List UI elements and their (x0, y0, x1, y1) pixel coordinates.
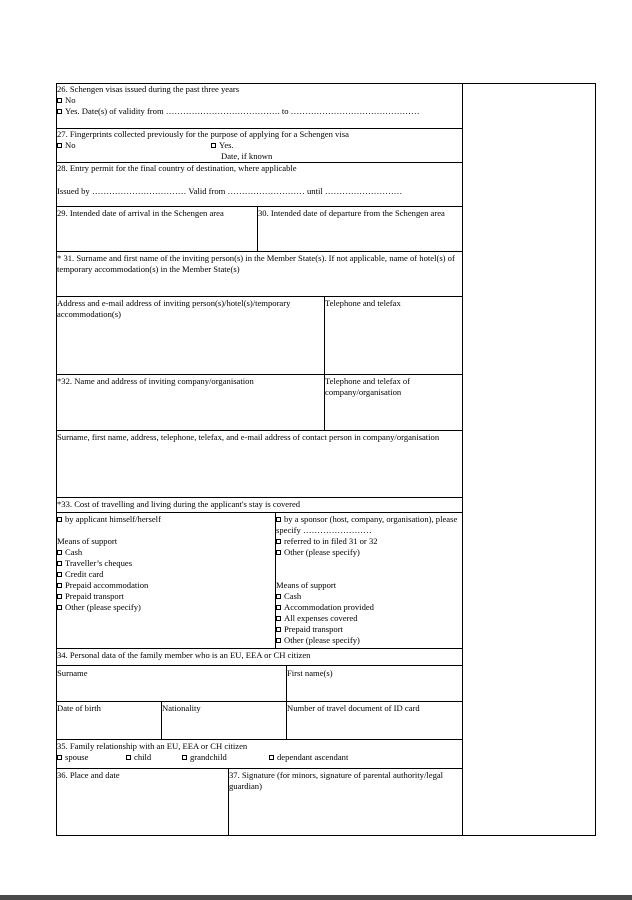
checkbox-icon[interactable] (269, 755, 274, 760)
field-26-label: 26. Schengen visas issued during the past three years (57, 84, 240, 94)
field-34-first-name-label: First name(s) (287, 668, 333, 678)
field-32-contact-label: Surname, first name, address, telephone, telefax, and e-mail address of contact person in company/organisation (57, 432, 440, 442)
field-26-no-option[interactable]: No (57, 95, 76, 106)
sponsor-other-option[interactable]: Other (please specify) (276, 547, 360, 558)
field-34-surname-label: Surname (57, 668, 88, 678)
checkbox-icon[interactable] (182, 755, 187, 760)
field-26-yes-option[interactable]: Yes. Date(s) of validity from …………………………………. to ……………………………………… (57, 106, 420, 117)
field-37-label: 37. Signature (for minors, signature of parental authority/legal guardian) (229, 770, 444, 791)
field-32-phone-label: Telephone and telefax of company/organisation (325, 376, 411, 397)
field-30-label: 30. Intended date of departure from the Schengen area (258, 208, 445, 218)
rule (56, 512, 463, 513)
checkbox-icon[interactable] (276, 517, 281, 522)
field-27-date-label: Date, if known (221, 151, 273, 161)
rule (56, 206, 463, 207)
rule (56, 296, 463, 297)
checkbox-icon[interactable] (276, 539, 281, 544)
checkbox-icon[interactable] (57, 98, 62, 103)
field-34-document-label: Number of travel document of ID card (287, 703, 420, 713)
rule (56, 835, 596, 836)
field-31-address-label: Address and e-mail address of inviting person(s)/hotel(s)/temporary accommodation(s) (57, 298, 291, 319)
field-36-label: 36. Place and date (57, 770, 120, 780)
field-27-no-option[interactable]: No (57, 140, 76, 151)
checkbox-icon[interactable] (126, 755, 131, 760)
rule (56, 648, 463, 649)
field-29-label: 29. Intended date of arrival in the Schengen area (57, 208, 224, 218)
checkbox-icon[interactable] (57, 572, 62, 577)
rule (56, 665, 463, 666)
field-27-yes-option[interactable]: Yes. (211, 140, 234, 151)
rule (56, 739, 463, 740)
self-means-other[interactable]: Other (please specify) (57, 602, 141, 613)
checkbox-icon[interactable] (57, 109, 62, 114)
relation-dependant-ascendant-option[interactable]: dependant ascendant (269, 752, 348, 763)
relation-child-option[interactable]: child (126, 752, 151, 763)
field-34-label: 34. Personal data of the family member who is an EU, EEA or CH citizen (57, 650, 311, 660)
checkbox-icon[interactable] (276, 627, 281, 632)
rule (324, 296, 325, 431)
self-means-credit-card[interactable]: Credit card (57, 569, 103, 580)
sponsor-means-accommodation[interactable]: Accommodation provided (276, 602, 374, 613)
field-33-label: *33. Cost of travelling and living during the applicant's stay is covered (57, 499, 301, 509)
checkbox-icon[interactable] (57, 605, 62, 610)
self-means-prepaid-accommodation[interactable]: Prepaid accommodation (57, 580, 148, 591)
self-means-travellers-cheques[interactable]: Traveller’s cheques (57, 558, 132, 569)
checkbox-icon[interactable] (276, 616, 281, 621)
sponsor-means-prepaid-transport[interactable]: Prepaid transport (276, 624, 343, 635)
checkbox-icon[interactable] (57, 583, 62, 588)
field-32-label: *32. Name and address of inviting company/organisation (57, 376, 254, 386)
sponsor-option[interactable]: by a sponsor (host, company, organisation), please specify …………………… (276, 514, 458, 535)
sponsor-means-label: Means of support (276, 580, 337, 590)
rule (462, 83, 463, 836)
checkbox-icon[interactable] (276, 594, 281, 599)
checkbox-icon[interactable] (57, 517, 62, 522)
self-means-cash[interactable]: Cash (57, 547, 82, 558)
sponsor-means-cash[interactable]: Cash (276, 591, 301, 602)
sponsor-means-other[interactable]: Other (please specify) (276, 635, 360, 646)
field-34-dob-label: Date of birth (57, 703, 101, 713)
checkbox-icon[interactable] (57, 561, 62, 566)
rule (56, 768, 463, 769)
checkbox-icon[interactable] (57, 755, 62, 760)
sponsor-means-all-expenses[interactable]: All expenses covered (276, 613, 358, 624)
rule (56, 374, 463, 375)
checkbox-icon[interactable] (57, 594, 62, 599)
sponsor-referred-option[interactable]: referred to in filed 31 or 32 (276, 536, 378, 547)
relation-spouse-option[interactable]: spouse (57, 752, 88, 763)
checkbox-icon[interactable] (276, 550, 281, 555)
checkbox-icon[interactable] (276, 605, 281, 610)
field-35-label: 35. Family relationship with an EU, EEA or CH citizen (57, 741, 248, 751)
self-means-prepaid-transport[interactable]: Prepaid transport (57, 591, 124, 602)
rule (56, 497, 463, 498)
field-27-label: 27. Fingerprints collected previously for the purpose of applying for a Schengen visa (57, 129, 349, 139)
checkbox-icon[interactable] (57, 143, 62, 148)
self-funded-option[interactable]: by applicant himself/herself (57, 514, 161, 525)
field-31-phone-label: Telephone and telefax (325, 298, 401, 308)
checkbox-icon[interactable] (211, 143, 216, 148)
rule (595, 83, 596, 836)
rule (56, 251, 463, 252)
checkbox-icon[interactable] (57, 550, 62, 555)
field-34-nationality-label: Nationality (162, 703, 201, 713)
field-28-issued-line: Issued by …………………………… Valid from ……………………… until ……………………… (57, 186, 403, 196)
viewer-bottom-bar (0, 895, 632, 900)
rule (56, 430, 463, 431)
field-31-label: * 31. Surname and first name of the inviting person(s) in the Member State(s). If not applicable, name of hotel(s) of temporary accommodation(s) in the Member State(s) (57, 253, 455, 274)
field-28-label: 28. Entry permit for the final country of destination, where applicable (57, 163, 297, 173)
relation-grandchild-option[interactable]: grandchild (182, 752, 227, 763)
checkbox-icon[interactable] (276, 638, 281, 643)
self-means-label: Means of support (57, 536, 118, 546)
rule (56, 701, 463, 702)
